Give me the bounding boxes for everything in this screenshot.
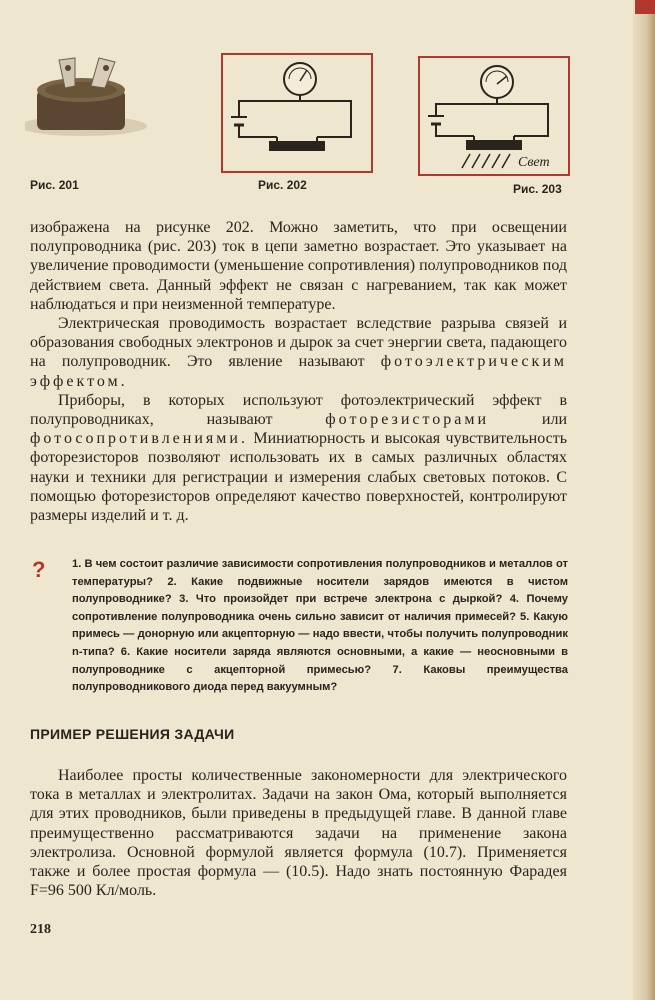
main-text bbox=[30, 218, 567, 525]
term-photoresistors: фоторезисторами bbox=[325, 411, 490, 429]
term-photoelectric-effect: фотоэлектрическим эффектом. bbox=[30, 353, 568, 390]
section-title: ПРИМЕР РЕШЕНИЯ ЗАДАЧИ bbox=[30, 726, 235, 742]
paragraph-3 bbox=[30, 391, 567, 525]
term-photoresistances: фотосопротивлениями. bbox=[30, 430, 248, 448]
paragraph-1: изображена на рисунке 202. Можно заметить, что при освещении полупроводника (рис. 203) ток в цепи заметно возрастает. Это указывает на увеличение проводимости (уменьшение сопротивления) полупроводников под действием света. Данный эффект не связан с нагреванием, так как может наблюдаться и при неизменной температуре. bbox=[30, 219, 567, 313]
section-text bbox=[30, 766, 567, 900]
question-mark-icon: ? bbox=[32, 557, 46, 582]
figure-201-caption: Рис. 201 bbox=[30, 178, 79, 192]
figure-203-caption: Рис. 203 bbox=[513, 182, 562, 196]
section-paragraph: Наиболее просты количественные закономерности для электрического тока в металлах и электролитах. Задачи на закон Ома, который выполняется для этих проводников, были приведены в предыдущей главе. В данной главе преимущественно рассматриваются задачи на применение закона электролиза. Основной формулой является формула (10.7). Применяется также и более простая формула — (10.5). Надо знать постоянную Фарадея F=96 500 Кл/моль. bbox=[30, 767, 567, 900]
light-label: Свет bbox=[518, 155, 550, 170]
page-number: 218 bbox=[30, 922, 51, 937]
review-questions: 1. В чем состоит различие зависимости сопротивления полупроводников и металлов от температуры? 2. Какие подвижные носители зарядов имеются в чистом полупроводнике? 3. Что произойдет при встрече электрона с дыркой? 4. Почему сопротивление полупроводника очень сильно зависит от наличия примесей? 5. Какую примесь — донорную или акцепторную — надо ввести, чтобы получить полупроводник n-типа? 6. Какие носители заряда являются основными, а какие — неосновными в полупроводнике с акцепторной примесью? 7. Каковы преимущества полупроводникового диода перед вакуумным? bbox=[72, 558, 568, 694]
paragraph-3-rest: Миниатюрность и высокая чувствительность фоторезисторов позволяют использовать их в самых различных областях науки и техники для регистрации и измерения слабых световых потоков. С помощью фоторезисторов определяют качество поверхностей, контролируют размеры изделий и т. д. bbox=[30, 430, 567, 525]
paragraph-2-text: Электрическая проводимость возрастает вследствие разрыва связей и образования свободных электронов и дырок за счет энергии света, падающего на полупроводник. Это явление называют bbox=[30, 315, 567, 371]
figure-202-caption: Рис. 202 bbox=[258, 178, 307, 192]
paragraph-2 bbox=[30, 314, 567, 391]
photoresistor-image bbox=[25, 50, 155, 142]
book-spine-edge bbox=[635, 0, 655, 14]
circuit-diagram-fig203 bbox=[418, 56, 570, 178]
paragraph-3-or: или bbox=[541, 411, 567, 429]
paragraph-3-text: Приборы, в которых используют фотоэлектрический эффект в полупроводниках, называют bbox=[30, 391, 567, 429]
page-edge bbox=[633, 0, 655, 1000]
circuit-diagram-fig202 bbox=[221, 53, 373, 173]
